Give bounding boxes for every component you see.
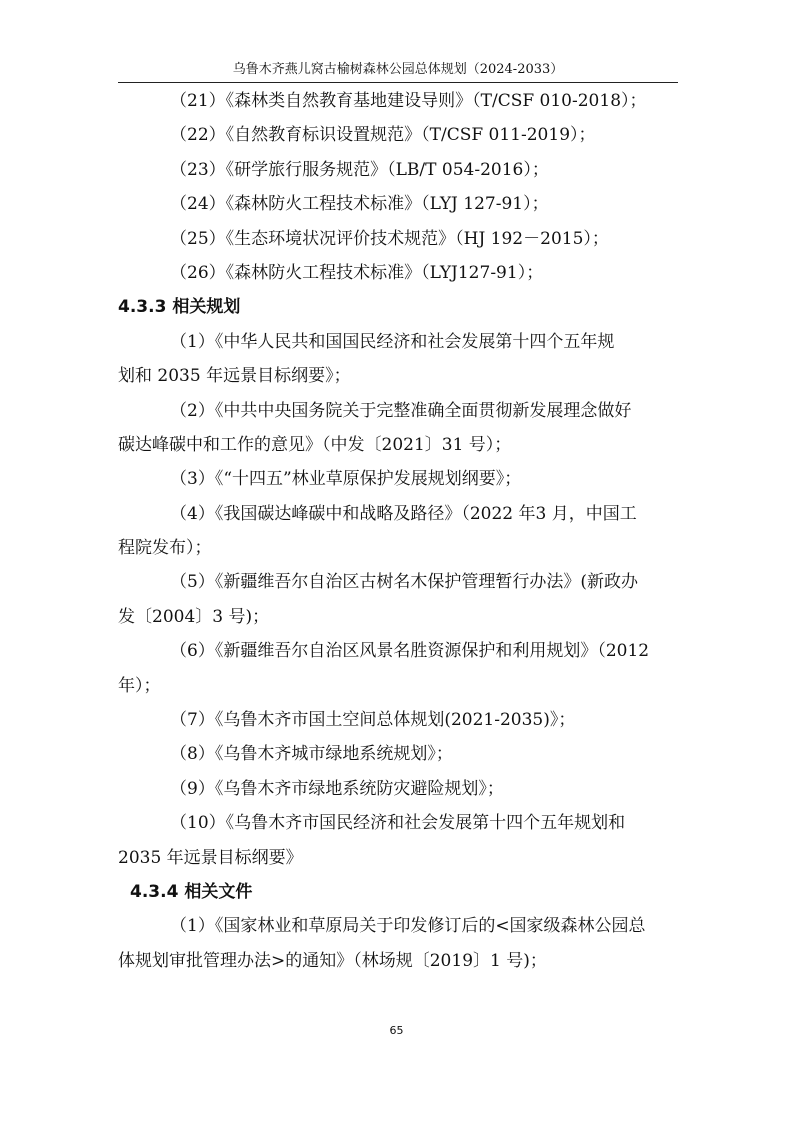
document-item-line: 体规划审批管理办法>的通知》（林场规〔2019〕1 号)；: [118, 950, 547, 971]
plan-item-line: （8）《乌鲁木齐城市绿地系统规划》；: [170, 744, 453, 765]
standard-item-22: （22）《自然教育标识设置规范》（T/CSF 011-2019）；: [170, 125, 596, 146]
plan-item-line: （3）《“十四五”林业草原保护发展规划纲要》；: [170, 469, 522, 490]
standard-item-24: （24）《森林防火工程技术标准》（LYJ 127-91）；: [170, 194, 549, 215]
running-header: 乌鲁木齐燕儿窝古榆树森林公园总体规划（2024-2033）: [232, 62, 564, 77]
standard-item-23: （23）《研学旅行服务规范》（LB/T 054-2016）；: [170, 159, 549, 180]
plan-item-line: 2035 年远景目标纲要》: [118, 847, 303, 868]
plan-item-5: [118, 565, 678, 634]
plan-item-line: （4）《我国碳达峰碳中和战略及路径》（2022 年3 月，中国工: [170, 503, 637, 524]
plan-item-9: [118, 772, 678, 806]
standard-item-26: （26）《森林防火工程技术标准》（LYJ127-91）；: [170, 262, 544, 283]
related-documents-list: [118, 909, 678, 978]
page-content: [118, 84, 678, 978]
plan-item-line: 碳达峰碳中和工作的意见》（中发〔2021〕31 号）；: [118, 434, 512, 455]
plan-item-10: [118, 806, 678, 875]
header-divider: [118, 82, 678, 83]
standard-item-21: （21）《森林类自然教育基地建设导则》（T/CSF 010-2018）；: [170, 91, 647, 111]
section-heading-4-3-4: 4.3.4 相关文件: [130, 881, 253, 902]
plan-item-line: （1）《中华人民共和国国民经济和社会发展第十四个五年规: [170, 331, 615, 352]
plan-item-line: （6）《新疆维吾尔自治区风景名胜资源保护和利用规划》（2012: [170, 641, 650, 662]
plan-item-line: 发〔2004〕3 号)；: [118, 606, 270, 627]
plan-item-line: 程院发布）；: [118, 538, 212, 559]
plan-item-2: [118, 394, 678, 463]
section-heading-4-3-3: 4.3.3 相关规划: [118, 297, 241, 318]
plan-item-line: 年）；: [118, 675, 161, 696]
plan-item-4: [118, 497, 678, 566]
standards-list: [118, 84, 678, 290]
plan-item-1: [118, 325, 678, 394]
plan-item-8: [118, 737, 678, 771]
page-number: 65: [389, 1024, 404, 1037]
document-item-1: [118, 909, 678, 978]
plan-item-line: （7）《乌鲁木齐市国土空间总体规划(2021-2035)》；: [170, 710, 576, 731]
plan-item-line: （10）《乌鲁木齐市国民经济和社会发展第十四个五年规划和: [170, 813, 626, 834]
plan-item-line: （5）《新疆维吾尔自治区古树名木保护管理暂行办法》(新政办: [170, 572, 638, 593]
document-item-line: （1）《国家林业和草原局关于印发修订后的<国家级森林公园总: [170, 916, 646, 937]
plan-item-line: （9）《乌鲁木齐市绿地系统防灾避险规划》；: [170, 778, 504, 799]
plan-item-line: 划和 2035 年远景目标纲要》；: [118, 366, 351, 387]
plan-item-line: （2）《中共中央国务院关于完整准确全面贯彻新发展理念做好: [170, 400, 632, 421]
standard-item-25: （25）《生态环境状况评价技术规范》（HJ 192－2015）；: [170, 228, 609, 249]
related-plans-list: [118, 325, 678, 875]
plan-item-3: [118, 462, 678, 496]
plan-item-7: [118, 703, 678, 737]
plan-item-6: [118, 634, 678, 703]
